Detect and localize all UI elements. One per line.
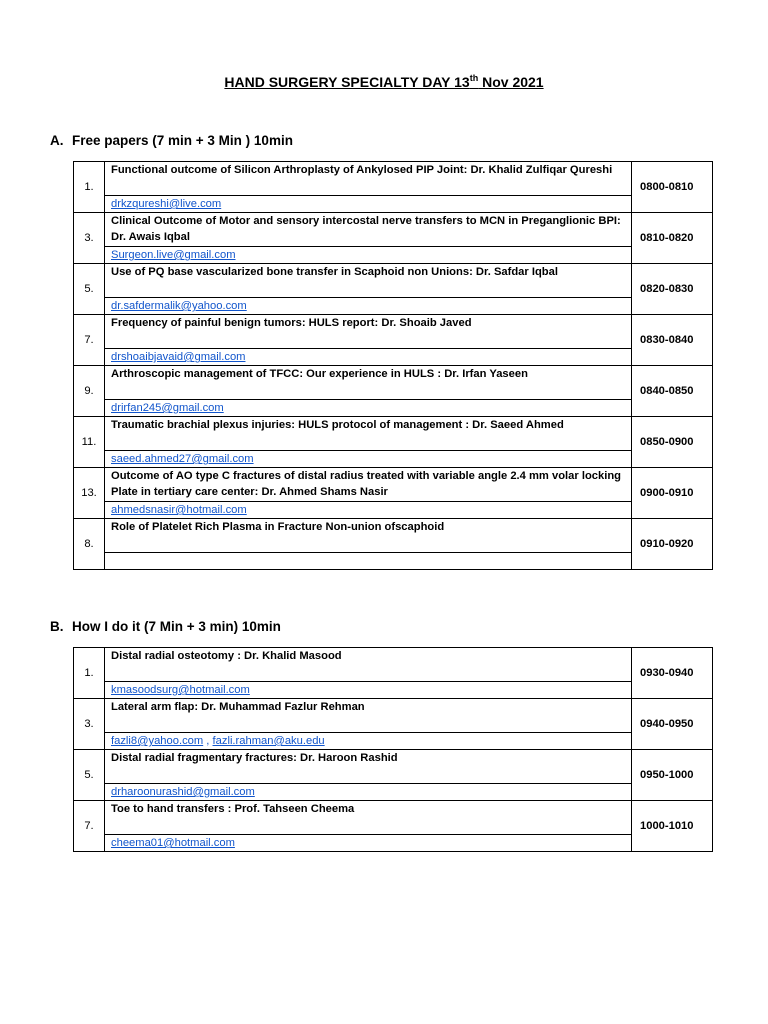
talk-description: Lateral arm flap: Dr. Muhammad Fazlur Rehman [105,699,632,733]
time-slot: 0940-0950 [632,699,713,750]
email-link[interactable]: drkzqureshi@live.com [111,198,222,210]
email-link[interactable]: saeed.ahmed27@gmail.com [111,453,254,465]
how-i-do-it-table [73,647,713,852]
page-title: HAND SURGERY SPECIALTY DAY 13th Nov 2021 [224,73,544,90]
time-slot: 0850-0900 [632,417,713,468]
time-slot: 0820-0830 [632,264,713,315]
row-number: 9. [74,366,105,417]
email-cell [105,349,632,366]
email-link[interactable]: ahmedsnasir@hotmail.com [111,504,247,516]
row-number: 5. [74,264,105,315]
email-cell [105,196,632,213]
table-row-email [74,682,713,699]
email-cell [105,451,632,468]
time-slot: 0830-0840 [632,315,713,366]
email-link[interactable]: drshoaibjavaid@gmail.com [111,351,246,363]
time-slot: 0840-0850 [632,366,713,417]
talk-description: Distal radial fragmentary fractures: Dr. Haroon Rashid [105,750,632,784]
talk-description: Role of Platelet Rich Plasma in Fracture Non-union ofscaphoid [105,519,632,553]
talk-description: Traumatic brachial plexus injuries: HULS protocol of management : Dr. Saeed Ahmed [105,417,632,451]
table-row [74,213,713,247]
table-row [74,315,713,349]
table-row [74,801,713,835]
talk-description: Functional outcome of Silicon Arthroplasty of Ankylosed PIP Joint: Dr. Khalid Zulfiqar Qureshi [105,162,632,196]
email-link[interactable]: fazli.rahman@aku.edu [212,735,325,747]
email-cell [105,502,632,519]
row-number: 7. [74,315,105,366]
table-row-email [74,349,713,366]
email-separator: , [203,735,213,747]
email-link[interactable]: drirfan245@gmail.com [111,402,224,414]
email-cell [105,784,632,801]
table-row [74,162,713,196]
email-cell [105,247,632,264]
row-number: 1. [74,162,105,213]
row-number: 13. [74,468,105,519]
time-slot: 1000-1010 [632,801,713,852]
email-cell [105,733,632,750]
row-number: 5. [74,750,105,801]
table-row-email [74,502,713,519]
row-number: 8. [74,519,105,570]
row-number: 3. [74,213,105,264]
table-row-email [74,733,713,750]
table-row-email [74,835,713,852]
talk-description: Use of PQ base vascularized bone transfer in Scaphoid non Unions: Dr. Safdar Iqbal [105,264,632,298]
email-cell [105,553,632,570]
email-link[interactable]: cheema01@hotmail.com [111,837,235,849]
table-row-email [74,196,713,213]
table-row-email [74,400,713,417]
row-number: 3. [74,699,105,750]
time-slot: 0930-0940 [632,648,713,699]
time-slot: 0810-0820 [632,213,713,264]
talk-description: Outcome of AO type C fractures of distal radius treated with variable angle 2.4 mm volar locking Plate in tertiary care center: Dr. Ahmed Shams Nasir [105,468,632,502]
section-a-heading: A. Free papers (7 min + 3 Min ) 10min [50,133,293,148]
talk-description: Clinical Outcome of Motor and sensory intercostal nerve transfers to MCN in Preganglionic BPI: Dr. Awais Iqbal [105,213,632,247]
free-papers-table [73,161,713,570]
table-row-email [74,553,713,570]
row-number: 7. [74,801,105,852]
table-row [74,366,713,400]
email-cell [105,682,632,699]
row-number: 11. [74,417,105,468]
table-row [74,699,713,733]
email-cell [105,400,632,417]
table-row [74,417,713,451]
table-row-email [74,298,713,315]
email-link[interactable]: kmasoodsurg@hotmail.com [111,684,250,696]
time-slot: 0900-0910 [632,468,713,519]
time-slot: 0950-1000 [632,750,713,801]
table-row [74,468,713,502]
row-number: 1. [74,648,105,699]
email-cell [105,298,632,315]
table-row [74,264,713,298]
email-link[interactable]: Surgeon.live@gmail.com [111,249,236,261]
table-row [74,519,713,553]
table-row [74,750,713,784]
table-row-email [74,784,713,801]
section-b-heading: B. How I do it (7 Min + 3 min) 10min [50,619,281,634]
talk-description: Toe to hand transfers : Prof. Tahseen Cheema [105,801,632,835]
table-row-email [74,247,713,264]
talk-description: Distal radial osteotomy : Dr. Khalid Masood [105,648,632,682]
email-link[interactable]: dr.safdermalik@yahoo.com [111,300,247,312]
table-row [74,648,713,682]
email-link[interactable]: fazli8@yahoo.com [111,735,204,747]
email-cell [105,835,632,852]
talk-description: Frequency of painful benign tumors: HULS report: Dr. Shoaib Javed [105,315,632,349]
time-slot: 0800-0810 [632,162,713,213]
email-link[interactable]: drharoonurashid@gmail.com [111,786,255,798]
time-slot: 0910-0920 [632,519,713,570]
talk-description: Arthroscopic management of TFCC: Our experience in HULS : Dr. Irfan Yaseen [105,366,632,400]
table-row-email [74,451,713,468]
